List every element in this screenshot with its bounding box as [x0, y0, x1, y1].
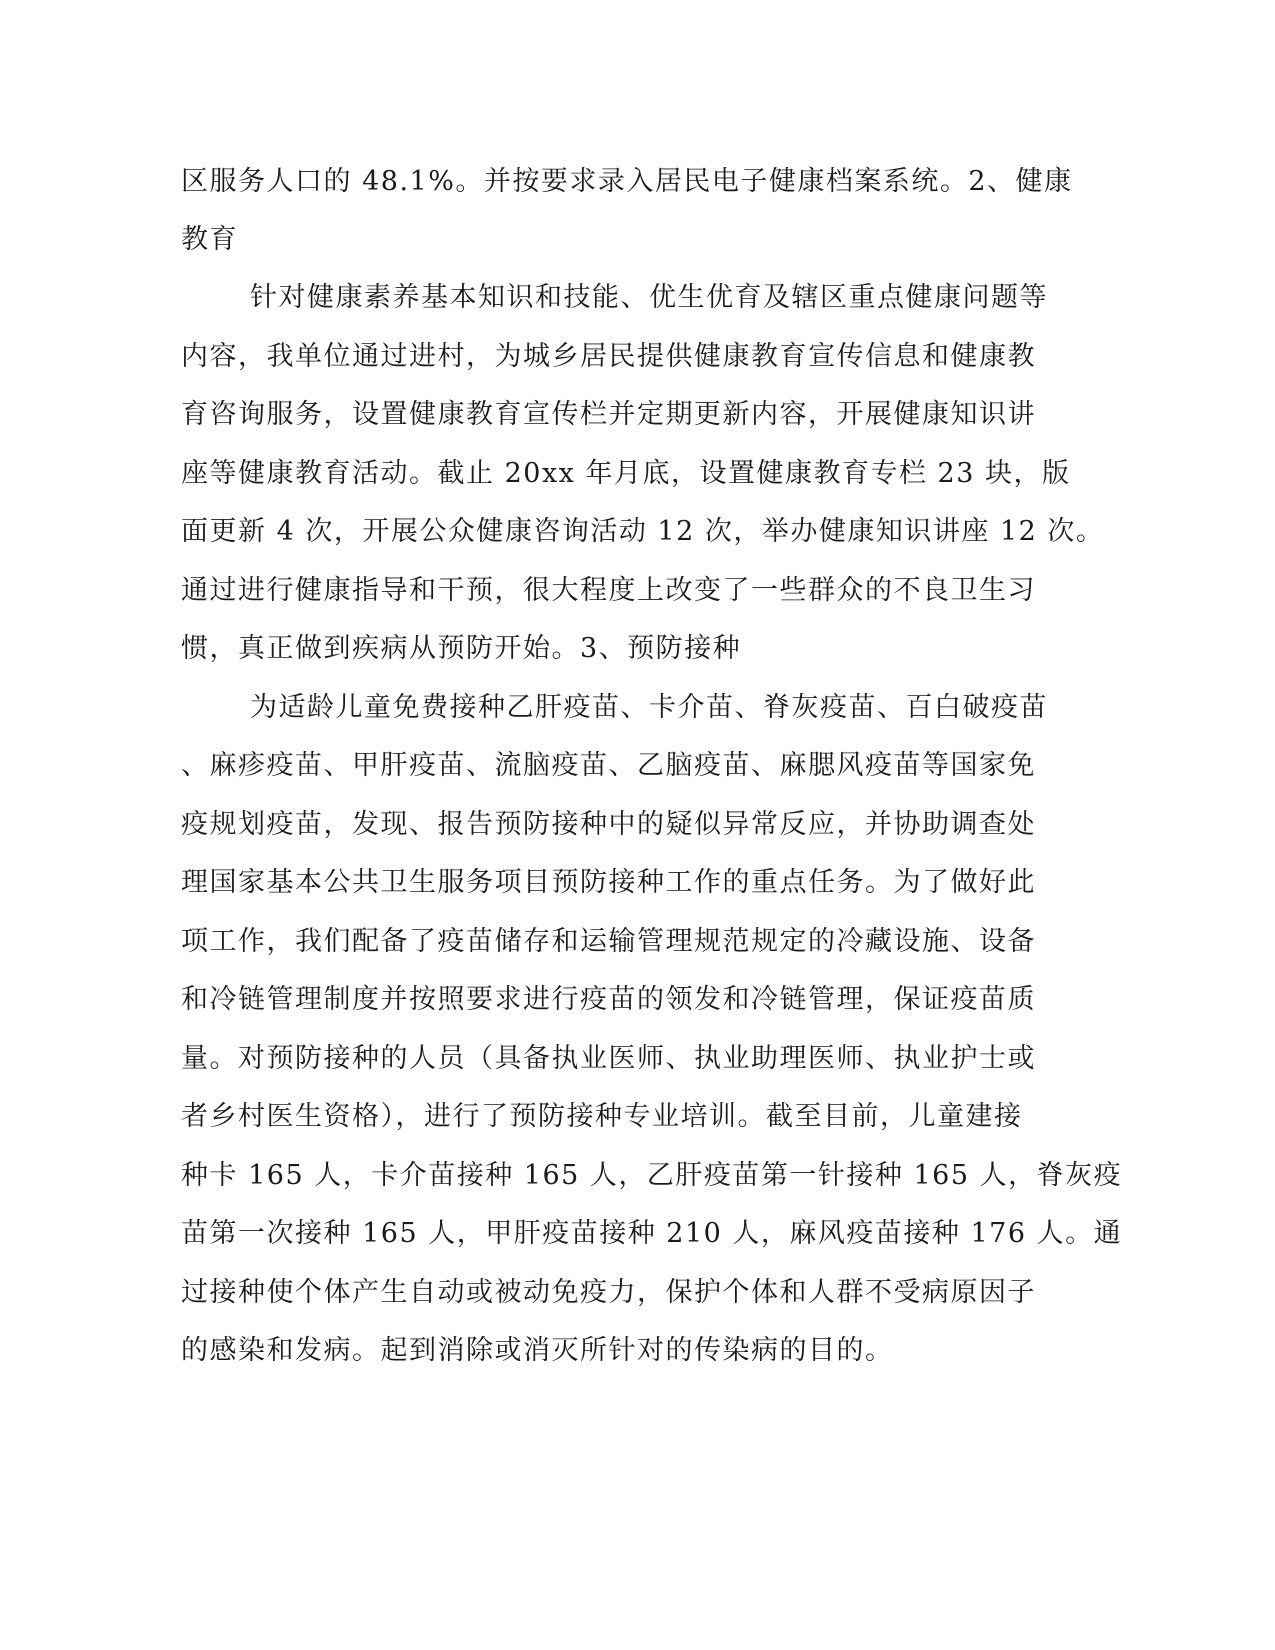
text-line: 座等健康教育活动。截止 20xx 年月底，设置健康教育专栏 23 块，版 [181, 458, 1071, 489]
text-line: 者乡村医生资格），进行了预防接种专业培训。截至目前，儿童建接 [181, 1101, 1023, 1132]
text-line: 面更新 4 次，开展公众健康咨询活动 12 次，举办健康知识讲座 12 次。 [181, 516, 1105, 547]
text-line: 理国家基本公共卫生服务项目预防接种工作的重点任务。为了做好此 [181, 867, 1036, 898]
text-line: 教育 [181, 224, 238, 255]
text-line: 区服务人口的 48.1%。并按要求录入居民电子健康档案系统。2、健康 [181, 166, 1073, 197]
paragraph-first-line: 为适龄儿童免费接种乙肝疫苗、卡介苗、脊灰疫苗、百白破疫苗 [250, 692, 1048, 723]
text-line: 苗第一次接种 165 人，甲肝疫苗接种 210 人，麻风疫苗接种 176 人。通 [181, 1218, 1123, 1249]
text-line: 、麻疹疫苗、甲肝疫苗、流脑疫苗、乙脑疫苗、麻腮风疫苗等国家免 [181, 750, 1036, 781]
text-line: 项工作，我们配备了疫苗储存和运输管理规范规定的冷藏设施、设备 [181, 926, 1036, 957]
paragraph-first-line: 针对健康素养基本知识和技能、优生优育及辖区重点健康问题等 [250, 282, 1048, 313]
text-line: 过接种使个体产生自动或被动免疫力，保护个体和人群不受病原因子 [181, 1277, 1036, 1308]
text-line: 种卡 165 人，卡介苗接种 165 人，乙肝疫苗第一针接种 165 人，脊灰疫 [181, 1160, 1123, 1191]
text-line: 内容，我单位通过进村，为城乡居民提供健康教育宣传信息和健康教 [181, 341, 1036, 372]
text-line: 的感染和发病。起到消除或消灭所针对的传染病的目的。 [181, 1335, 894, 1366]
text-line: 育咨询服务，设置健康教育宣传栏并定期更新内容，开展健康知识讲 [181, 399, 1036, 430]
text-line: 疫规划疫苗，发现、报告预防接种中的疑似异常反应，并协助调查处 [181, 809, 1036, 840]
text-line: 和冷链管理制度并按照要求进行疫苗的领发和冷链管理，保证疫苗质 [181, 984, 1036, 1015]
text-line: 通过进行健康指导和干预，很大程度上改变了一些群众的不良卫生习 [181, 575, 1036, 606]
text-line: 惯，真正做到疾病从预防开始。3、预防接种 [181, 633, 742, 664]
text-line: 量。对预防接种的人员（具备执业医师、执业助理医师、执业护士或 [181, 1043, 1036, 1074]
